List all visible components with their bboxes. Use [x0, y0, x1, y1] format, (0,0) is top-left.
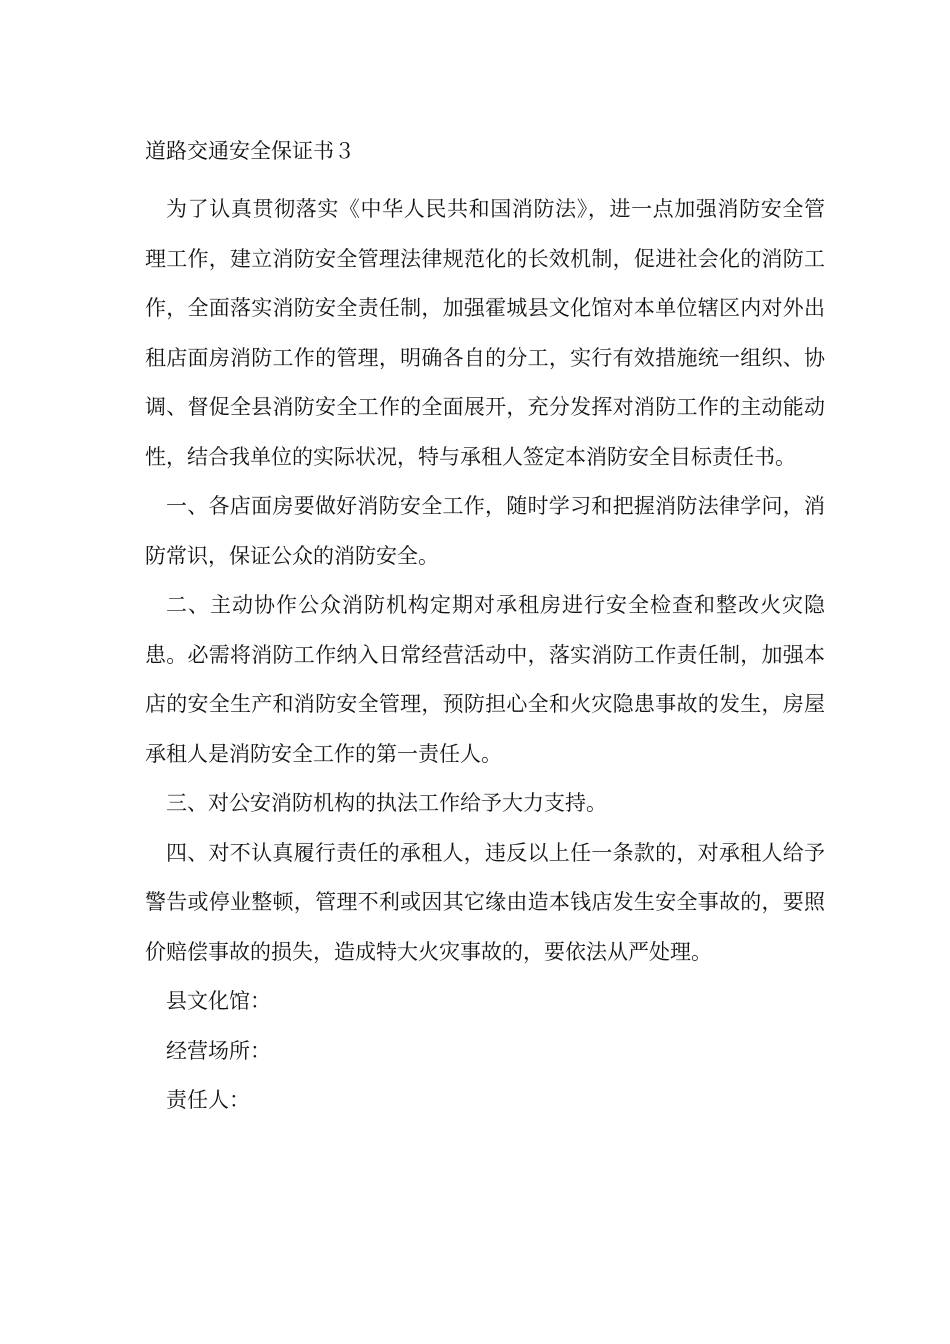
paragraph-item-4: 四、对不认真履行责任的承租人，违反以上任一条款的，对承租人给予警告或停业整顿，管理不利或因其它缘由造本钱店发生安全事故的，要照价赔偿事故的损失，造成特大火灾事故的，要依法从严处理。: [145, 840, 825, 964]
document-title: 道路交通安全保证书３: [145, 139, 355, 163]
document-page: [145, 135, 825, 1126]
paragraph-item-3: 三、对公安消防机构的执法工作给予大力支持。: [166, 791, 607, 815]
paragraph-intro: 为了认真贯彻落实《中华人民共和国消防法》，进一点加强消防安全管理工作，建立消防安全管理法律规范化的长效机制，促进社会化的消防工作，全面落实消防安全责任制，加强霍城县文化馆对本单位辖区内对外出租店面房消防工作的管理，明确各自的分工，实行有效措施统一组织、协调、督促全县消防安全工作的全面展开，充分发挥对消防工作的主动能动性，结合我单位的实际状况，特与承租人签定本消防安全目标责任书。: [145, 197, 825, 469]
signature-culture-center: 县文化馆：: [166, 989, 271, 1013]
paragraph-item-1: 一、各店面房要做好消防安全工作，随时学习和把握消防法律学问，消防常识，保证公众的消防安全。: [145, 494, 825, 568]
signature-responsible-person: 责任人：: [166, 1088, 250, 1112]
signature-business-premises: 经营场所：: [166, 1038, 271, 1063]
paragraph-item-2: 二、主动协作公众消防机构定期对承租房进行安全检查和整改火灾隐患。必需将消防工作纳入日常经营活动中，落实消防工作责任制，加强本店的安全生产和消防安全管理，预防担心全和火灾隐患事故的发生，房屋承租人是消防安全工作的第一责任人。: [145, 593, 825, 766]
